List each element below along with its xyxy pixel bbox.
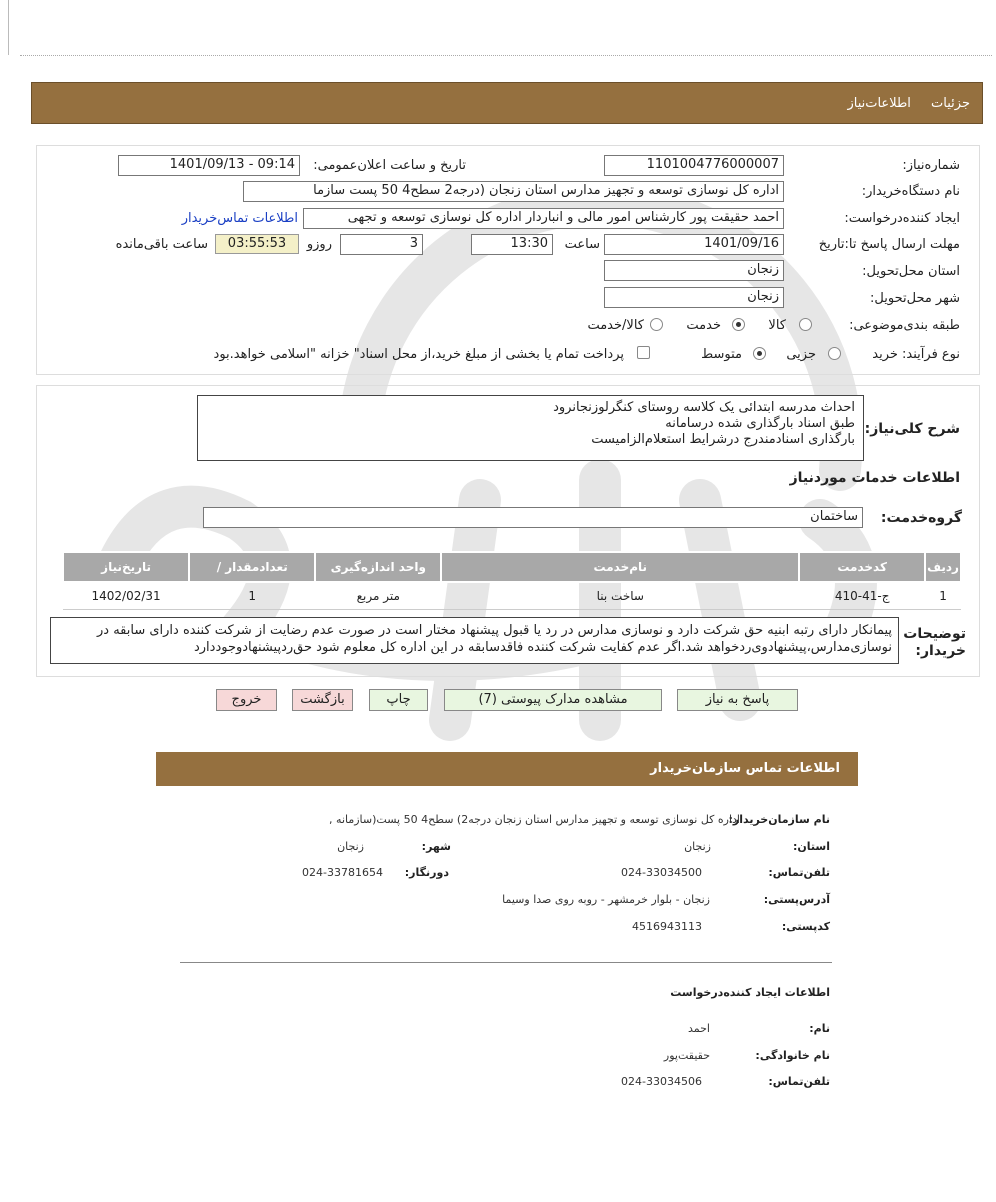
summary-line-1: احداث مدرسه ابتدائی یک کلاسه روستای کنگرلوزنجانرود bbox=[553, 400, 855, 415]
phone-value: 024-33034500 bbox=[621, 866, 702, 879]
service-group-field: ساختمان bbox=[203, 507, 863, 528]
creator-label: ایجاد کننده‌درخواست: bbox=[844, 211, 960, 226]
category-goods-label: کالا bbox=[768, 318, 786, 333]
days-field: 3 bbox=[340, 234, 423, 255]
days-label: روزو bbox=[306, 237, 332, 252]
remaining-label: ساعت باقی‌مانده bbox=[115, 237, 208, 252]
org-name-label: نام سازمان‌خریدار: bbox=[728, 813, 830, 826]
postal-label: کد‌پستی: bbox=[781, 920, 830, 933]
col-unit: واحد اندازه‌گیری bbox=[315, 552, 441, 582]
service-group-label: گروه‌خدمت: bbox=[880, 510, 962, 526]
creator-phone-value: 024-33034506 bbox=[621, 1075, 702, 1088]
buyer-contact-link[interactable]: اطلاعات تماس‌خریدار bbox=[181, 211, 298, 226]
col-name: نام‌خدمت bbox=[441, 552, 799, 582]
treasury-payment-note: پرداخت تمام یا بخشی از مبلغ خرید،از محل اسناد" خزانه "اسلامی خواهد.بود bbox=[213, 347, 624, 362]
cell-unit: متر مربع bbox=[315, 582, 441, 610]
contact-title: اطلاعات تماس سازمان‌خریدار bbox=[650, 761, 840, 776]
tab-details[interactable]: جزئیات bbox=[931, 96, 970, 111]
buyer-notes-box: پیمانکار دارای رتبه ابنیه حق شرکت دارد و نوسازی مدارس در رد یا قبول پیشنهاد مختار است در صورت عدم رضایت از شرکت کننده دارای سابقه در نوسازی‌مدارس،پیشنهادوی‌ردخواهد شد.اگر عدم کفایت شرکت کننده فاقدسابقه در این اداره کل معلوم شود حق‌ردپیشنهادوجوددارد bbox=[50, 617, 899, 664]
postal-value: 4516943113 bbox=[632, 920, 702, 933]
province-contact-value: زنجان bbox=[684, 840, 711, 853]
contact-separator bbox=[180, 962, 832, 963]
table-row bbox=[63, 582, 961, 610]
org-name-value: اداره کل نوسازی توسعه و تجهیز مدارس استان زنجان درجه2) سطح4 50 پست(سازمانه , bbox=[329, 813, 740, 826]
col-date: تاریخ‌نیاز bbox=[63, 552, 189, 582]
creator-phone-label: تلفن‌تماس: bbox=[768, 1075, 830, 1088]
announce-field: 1401/09/13 - 09:14 bbox=[118, 155, 300, 176]
summary-label: شرح کلی‌نیاز: bbox=[864, 421, 960, 437]
need-number-field: 1101004776000007 bbox=[604, 155, 784, 176]
address-label: آدرس‌پستی: bbox=[763, 893, 830, 906]
top-divider bbox=[20, 55, 992, 56]
process-medium-label: متوسط bbox=[701, 347, 742, 362]
print-button[interactable]: چاپ bbox=[369, 689, 428, 711]
category-both-label: کالا/خدمت bbox=[587, 318, 644, 333]
deadline-time-field: 13:30 bbox=[471, 234, 553, 255]
category-service-radio[interactable] bbox=[732, 318, 745, 331]
phone-label: تلفن‌تماس: bbox=[768, 866, 830, 879]
process-minor-radio[interactable] bbox=[828, 347, 841, 360]
col-code: کدخدمت bbox=[799, 552, 925, 582]
need-number-label: شماره‌نیاز: bbox=[902, 158, 960, 173]
exit-button[interactable]: خروج bbox=[216, 689, 277, 711]
deadline-time-label: ساعت bbox=[564, 237, 600, 252]
category-label: طبقه بندی‌موضوعی: bbox=[849, 318, 960, 333]
cell-row: 1 bbox=[925, 582, 961, 610]
treasury-payment-checkbox[interactable] bbox=[637, 346, 650, 359]
buyer-org-field: اداره کل نوسازی توسعه و تجهیز مدارس استان زنجان (درجه2 سطح4 50 پست سازما bbox=[243, 181, 784, 202]
services-title: اطلاعات خدمات موردنیاز bbox=[789, 470, 960, 486]
city-label: شهر محل‌تحویل: bbox=[870, 291, 960, 306]
cell-name: ساخت بنا bbox=[441, 582, 799, 610]
fax-value: 024-33781654 bbox=[302, 866, 383, 879]
process-minor-label: جزیی bbox=[786, 347, 816, 362]
buyer-notes-label: توضیحات خریدار: bbox=[903, 626, 966, 659]
category-goods-radio[interactable] bbox=[799, 318, 812, 331]
col-qty: تعداد‌مقدار / bbox=[189, 552, 315, 582]
services-table bbox=[62, 551, 962, 610]
category-both-radio[interactable] bbox=[650, 318, 663, 331]
province-field: زنجان bbox=[604, 260, 784, 281]
tab-need-info[interactable]: اطلاعات‌نیاز bbox=[847, 96, 911, 111]
respond-button[interactable]: پاسخ به نیاز bbox=[677, 689, 798, 711]
process-label: نوع فرآیند: خرید bbox=[872, 347, 960, 362]
cell-qty: 1 bbox=[189, 582, 315, 610]
header-tabs bbox=[831, 96, 970, 111]
contact-header bbox=[156, 752, 858, 786]
attachments-button[interactable]: مشاهده مدارک پیوستی (7) bbox=[444, 689, 662, 711]
process-medium-radio[interactable] bbox=[753, 347, 766, 360]
city-contact-label: شهر: bbox=[421, 840, 451, 853]
summary-line-3: بارگذاری اسنادمندرج درشرایط استعلام‌الزامیست bbox=[591, 432, 855, 447]
province-label: استان محل‌تحویل: bbox=[862, 264, 960, 279]
col-row: ردیف bbox=[925, 552, 961, 582]
cell-date: 1402/02/31 bbox=[63, 582, 189, 610]
cell-code: ج-41-410 bbox=[799, 582, 925, 610]
province-contact-label: استان: bbox=[793, 840, 830, 853]
creator-family-value: حقیقت‌پور bbox=[663, 1049, 710, 1062]
summary-box bbox=[197, 395, 864, 461]
city-contact-value: زنجان bbox=[337, 840, 364, 853]
deadline-label: مهلت ارسال پاسخ تا:تاریخ bbox=[818, 237, 960, 252]
creator-family-label: نام خانوادگی: bbox=[755, 1049, 830, 1062]
services-table-header bbox=[63, 552, 961, 582]
creator-field: احمد حقیقت پور کارشناس امور مالی و انباردار اداره کل نوسازی توسعه و تجهی bbox=[303, 208, 784, 229]
buyer-org-label: نام دستگاه‌خریدار: bbox=[861, 184, 960, 199]
fax-label: دورنگار: bbox=[404, 866, 449, 879]
announce-label: تاریخ و ساعت اعلان‌عمومی: bbox=[313, 158, 466, 173]
left-border-line bbox=[8, 0, 9, 55]
city-field: زنجان bbox=[604, 287, 784, 308]
need-info-panel bbox=[36, 145, 980, 375]
category-service-label: خدمت bbox=[686, 318, 721, 333]
remaining-time: 03:55:53 bbox=[215, 234, 299, 254]
summary-line-2: طبق اسناد بارگذاری شده درسامانه bbox=[665, 416, 855, 431]
address-value: زنجان - بلوار خرمشهر - روبه روی صدا وسیما bbox=[502, 893, 710, 906]
deadline-date-field: 1401/09/16 bbox=[604, 234, 784, 255]
creator-info-title: اطلاعات ایجاد کننده‌درخواست bbox=[670, 986, 830, 999]
creator-name-value: احمد bbox=[688, 1022, 710, 1035]
back-button[interactable]: بازگشت bbox=[292, 689, 353, 711]
creator-name-label: نام: bbox=[809, 1022, 830, 1035]
header-bar bbox=[31, 82, 983, 124]
